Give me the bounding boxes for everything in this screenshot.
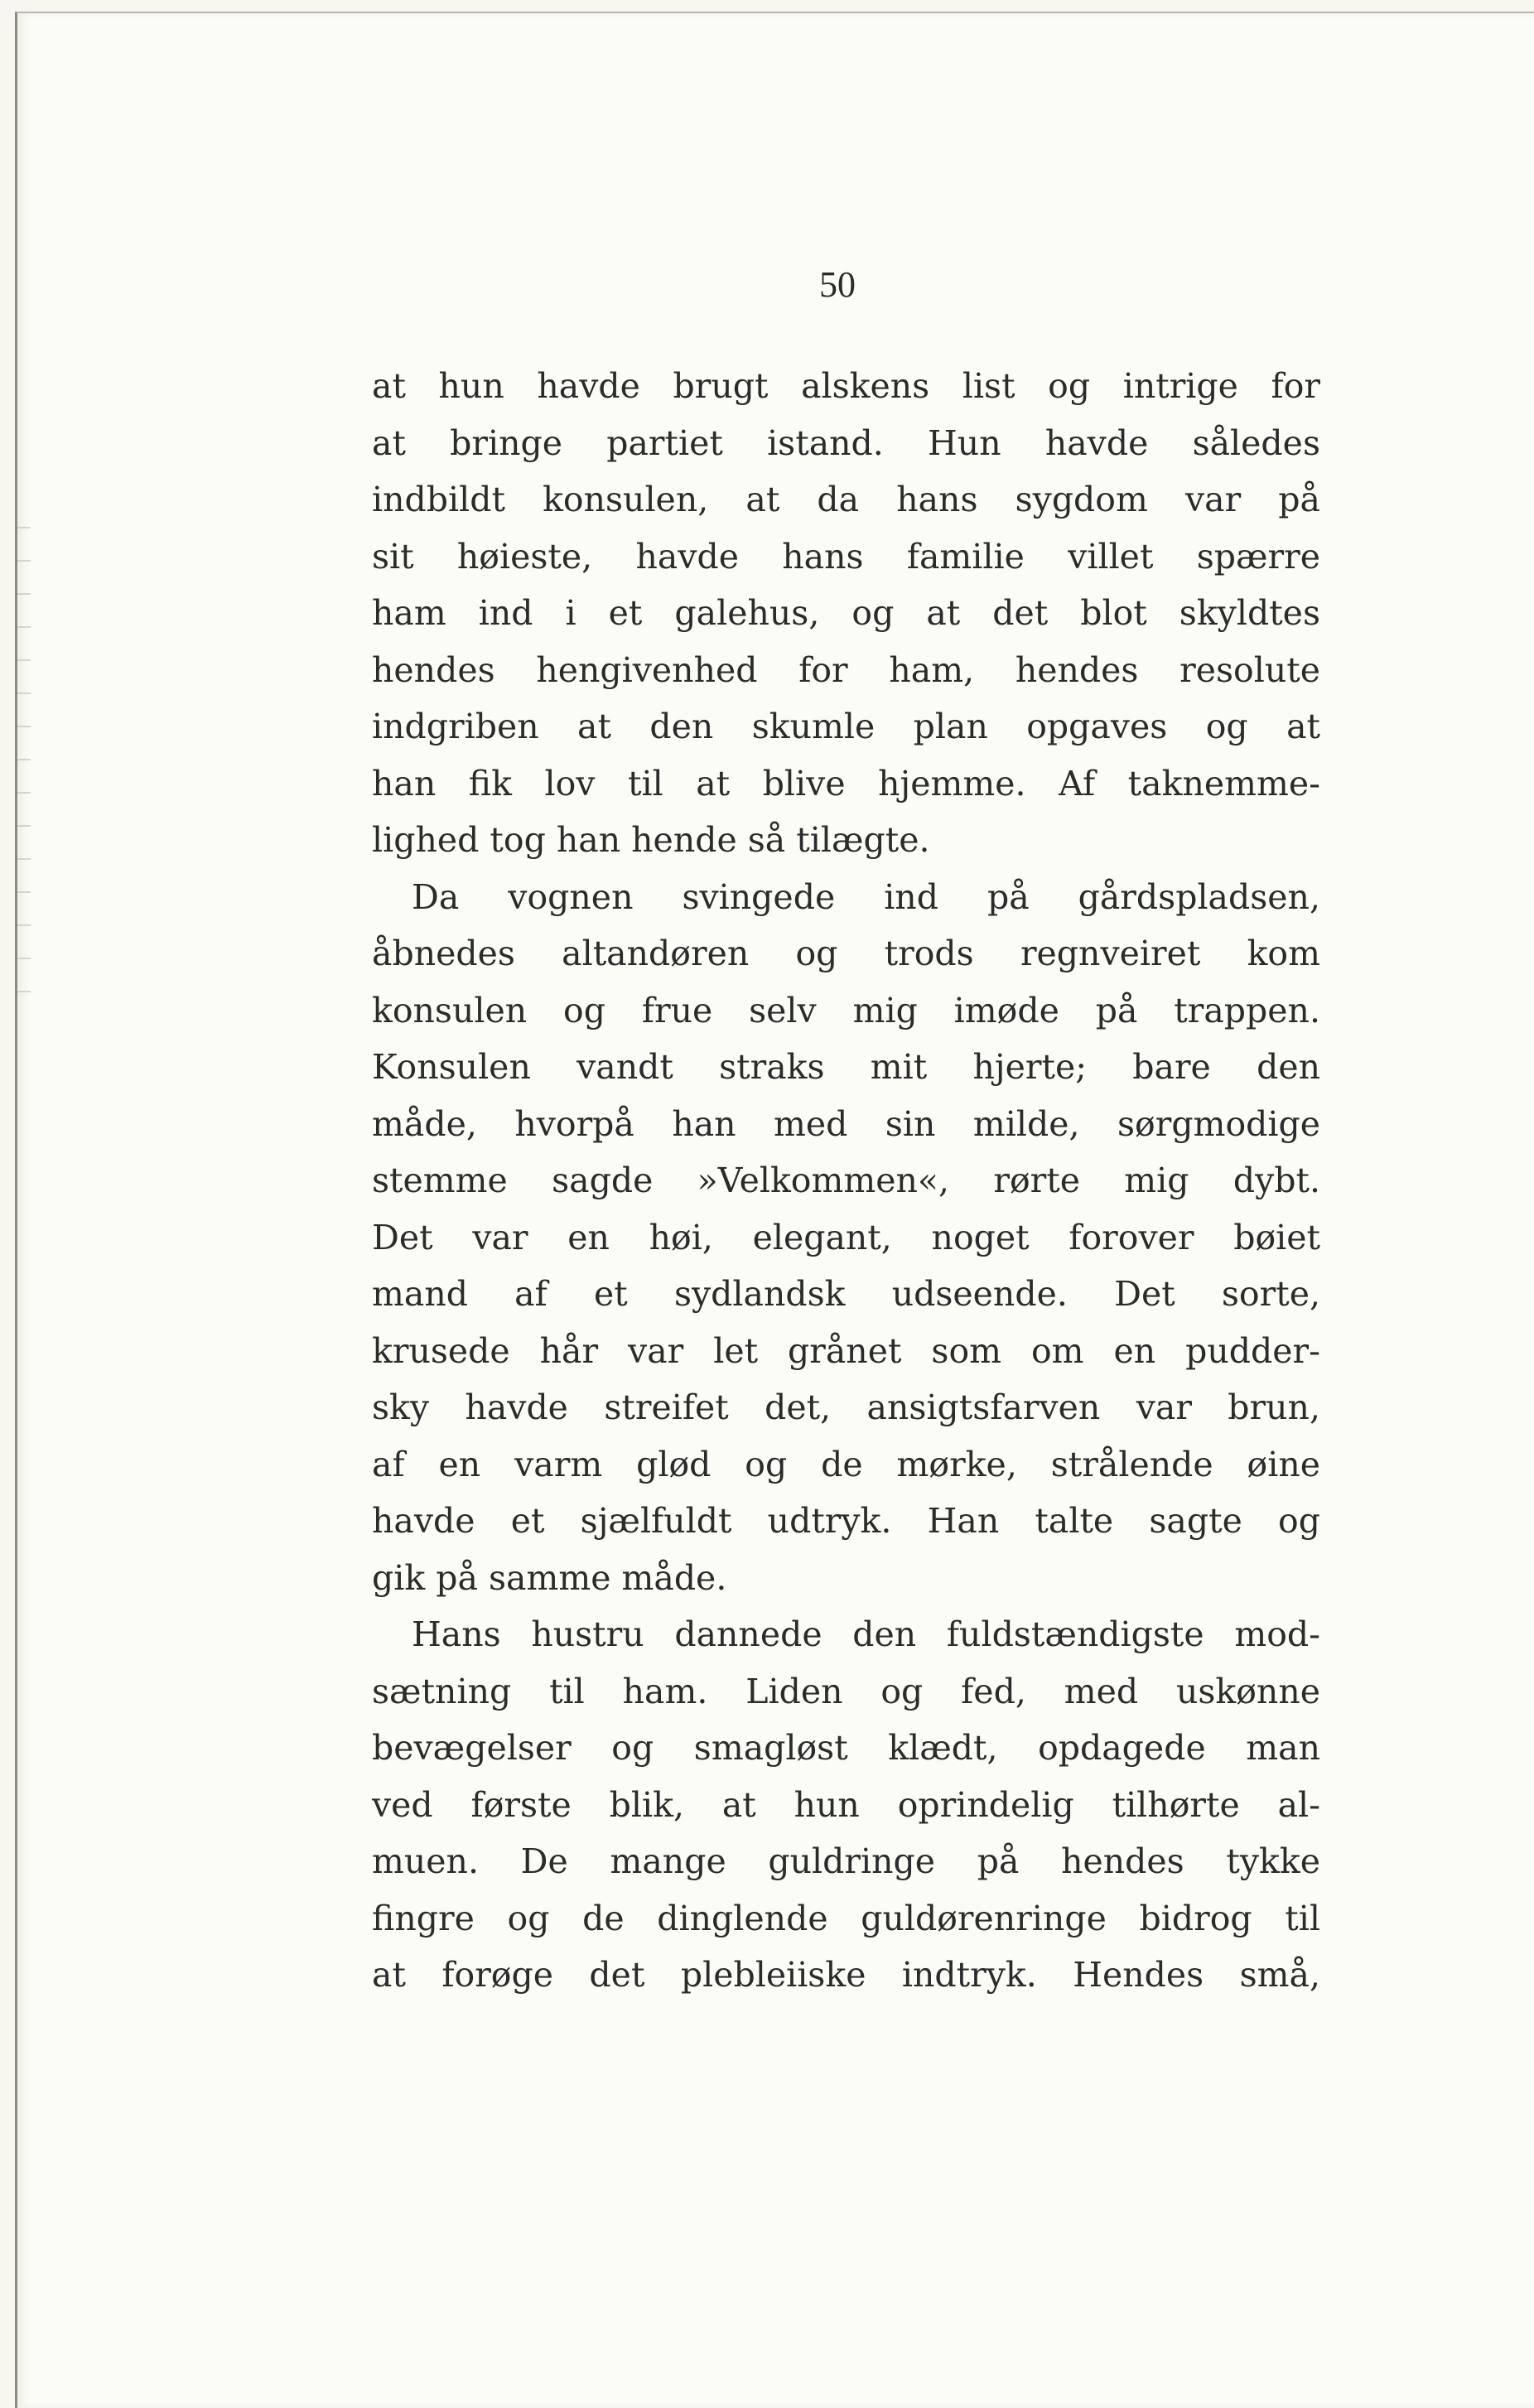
text-line: ved første blik, at hun oprindelig tilhørte al- (372, 1784, 1320, 1825)
text-line: sit høieste, havde hans familie villet spærre (372, 536, 1320, 577)
text-line: Konsulen vandt straks mit hjerte; bare den (372, 1047, 1320, 1087)
text-line: konsulen og frue selv mig imøde på trappen. (372, 990, 1320, 1030)
text-line: at forøge det plebleiiske indtryk. Hendes små, (372, 1955, 1320, 1995)
text-line: sætning til ham. Liden og fed, med uskønne (372, 1671, 1320, 1711)
text-line: bevægelser og smagløst klædt, opdagede man (372, 1728, 1320, 1768)
text-line: havde et sjælfuldt udtryk. Han talte sagte og (372, 1501, 1320, 1541)
text-line: Det var en høi, elegant, noget forover bøiet (372, 1217, 1320, 1257)
text-line: mand af et sydlandsk udseende. Det sorte, (372, 1274, 1320, 1314)
text-line: at bringe partiet istand. Hun havde således (372, 422, 1320, 463)
text-line: at hun havde brugt alskens list og intrige for (372, 366, 1320, 406)
text-line: hendes hengivenhed for ham, hendes resolute (372, 649, 1320, 690)
text-line: måde, hvorpå han med sin milde, sørgmodige (372, 1103, 1320, 1144)
page-number: 50 (819, 264, 856, 305)
text-line: Da vognen svingede ind på gårdspladsen, (412, 876, 1320, 917)
text-line: af en varm glød og de mørke, strålende øine (372, 1444, 1320, 1484)
text-line: krusede hår var let grånet som om en pudder- (372, 1330, 1320, 1371)
text-line: indbildt konsulen, at da hans sygdom var på (372, 480, 1320, 519)
text-line: muen. De mange guldringe på hendes tykke (372, 1841, 1320, 1881)
text-line: han fik lov til at blive hjemme. Af taknemme- (372, 763, 1320, 803)
text-line: stemme sagde »Velkommen«, rørte mig dybt. (372, 1161, 1320, 1200)
text-line: åbnedes altandøren og trods regnveiret kom (372, 934, 1320, 973)
text-line: ham ind i et galehus, og at det blot skyldtes (372, 593, 1320, 633)
text-line: lighed tog han hende så tilægte. (372, 820, 930, 860)
text-line: fingre og de dinglende guldørenringe bidrog til (372, 1898, 1320, 1938)
page-edge-marks (17, 527, 31, 1024)
body-text (372, 358, 1320, 2004)
text-line: indgriben at den skumle plan opgaves og at (372, 707, 1320, 746)
text-line: sky havde streifet det, ansigtsfarven var brun, (372, 1387, 1320, 1427)
text-line: Hans hustru dannede den fuldstændigste mod- (412, 1614, 1320, 1654)
text-line: gik på samme måde. (372, 1557, 727, 1598)
